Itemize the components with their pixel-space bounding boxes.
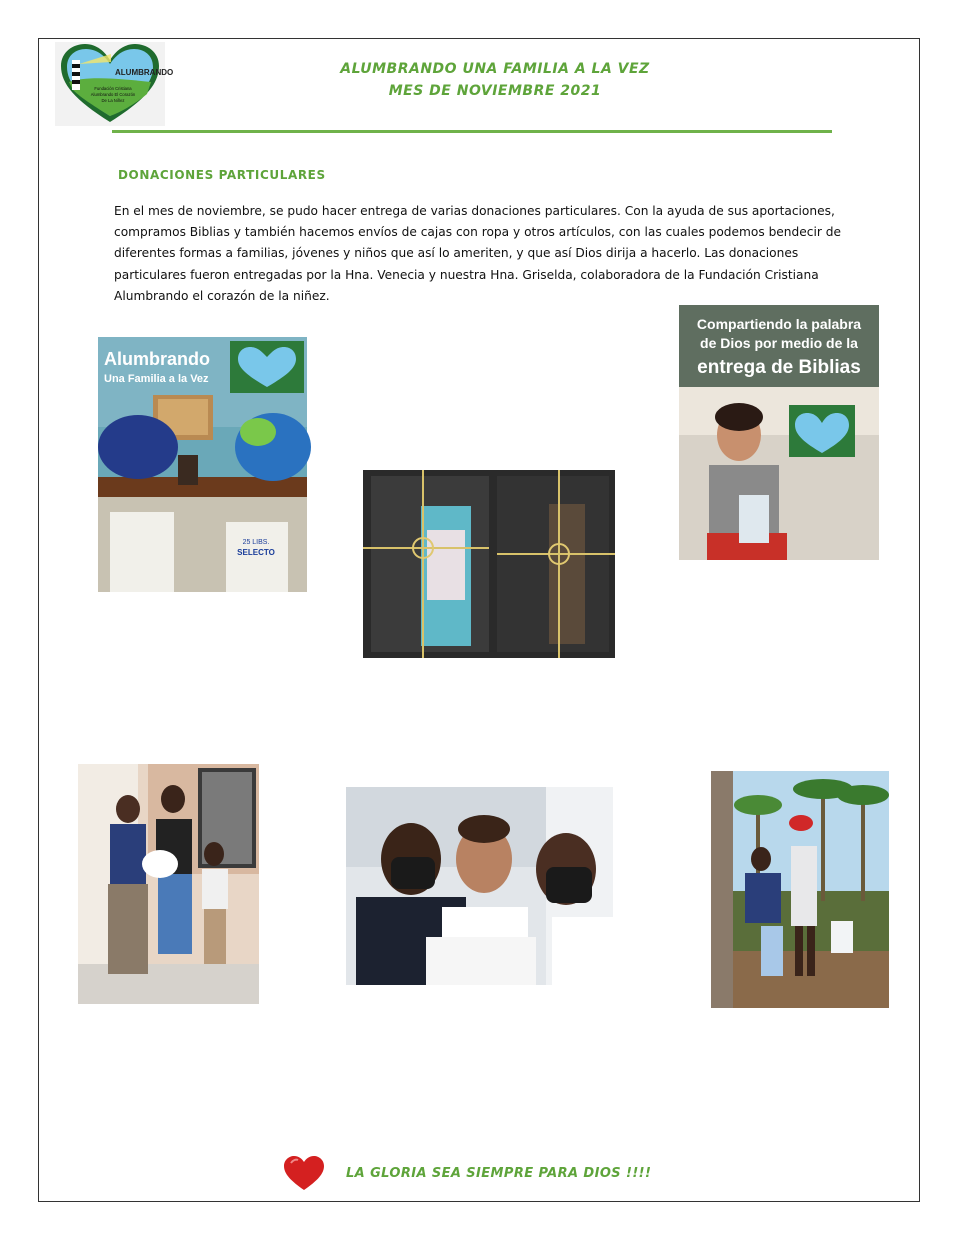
bag-label-weight: 25 LIBS. [242,539,270,546]
logo-banner: ALUMBRANDO [115,68,174,77]
page-title [300,58,690,102]
logo-line1: Fundación Cristiana [94,86,132,91]
photo-donations-bags [98,337,307,592]
logo-line2: Alumbrando El Corazón [90,92,136,97]
title-line2: MES DE NOVIEMBRE 2021 [388,83,602,99]
photo1-caption-line2: Una Familia a la Vez [104,373,209,385]
section-heading: DONACIONES PARTICULARES [118,168,326,182]
photo-bible-recipient [679,305,879,560]
photo3-caption-line2: de Dios por medio de la [700,335,858,351]
foundation-logo [55,42,174,126]
photo-bibles-gift [363,470,615,658]
photo3-caption-line1: Compartiendo la palabra [696,316,862,332]
heart-icon [283,1156,325,1192]
footer-blessing: LA GLORIA SEA SIEMPRE PARA DIOS !!!! [346,1166,652,1181]
photo-outdoor-palms [711,771,889,1008]
photo-family-doorway [78,764,259,1004]
photo1-caption-line1: Alumbrando [104,349,210,369]
logo-line3: De La Niñez [101,98,125,103]
photo3-caption-line3: entrega de Biblias [697,357,861,378]
title-line1: ALUMBRANDO UNA FAMILIA A LA VEZ [340,61,650,77]
section-paragraph: En el mes de noviembre, se pudo hacer entrega de varias donaciones particulares. Con la ayuda de sus aportaciones, compramos Biblias y también hacemos envíos de cajas con ropa y otros artículos, con las cuales podemos bendecir de diferentes formas a familias, jóvenes y niños que así lo ameriten, y que así Dios dirija a hacerlo. Las donaciones particulares fueron entregadas por la Hna. Venecia y nuestra Hna. Griselda, colaboradora de la Fundación Cristiana Alumbrando el corazón de la niñez. [114,204,841,303]
header-divider [112,130,832,133]
bag-label-brand: SELECTO [237,548,275,557]
photo-selfie-group [346,787,613,985]
